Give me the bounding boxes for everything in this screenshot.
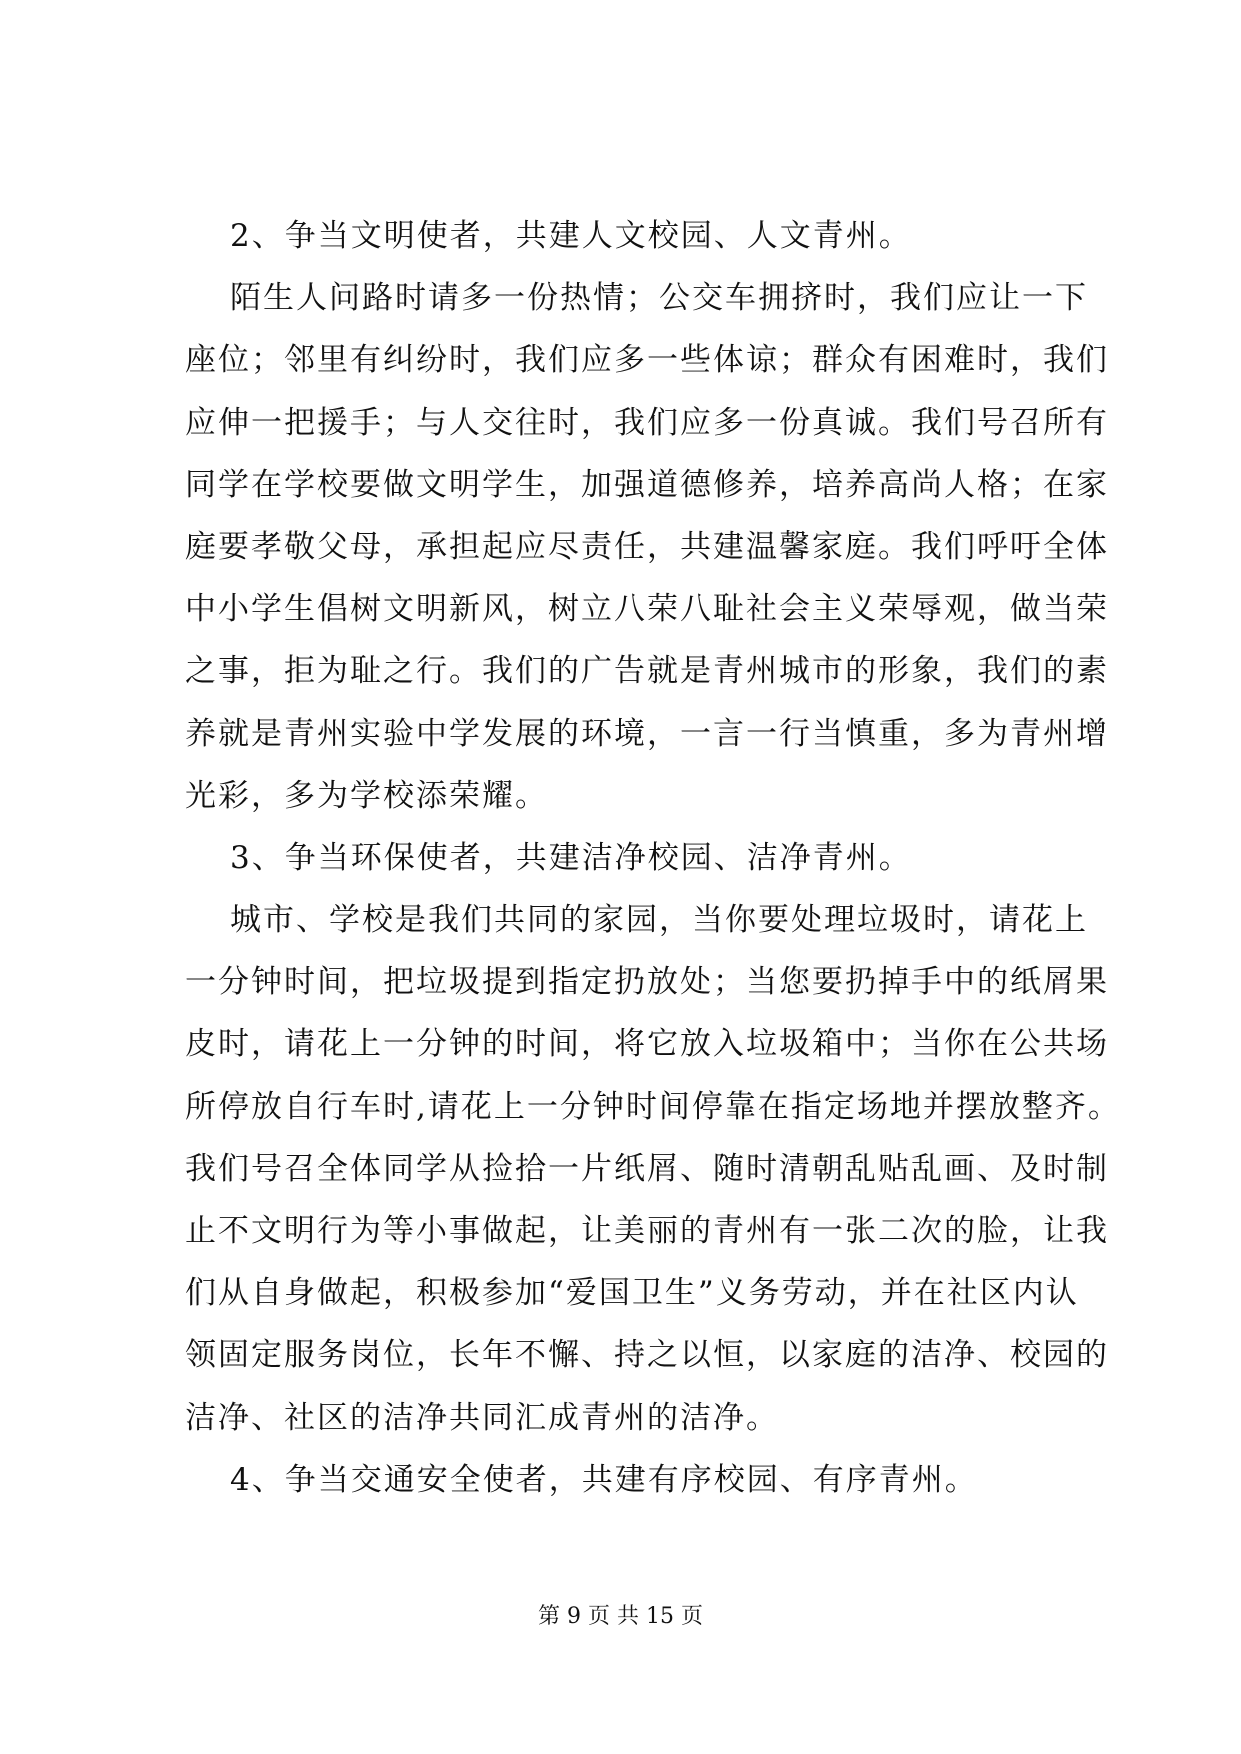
document-body — [185, 205, 1121, 1511]
paragraph-line: 陌生人问路时请多一份热情；公交车拥挤时，我们应让一下 — [230, 280, 1088, 317]
paragraph-line: 们从自身做起，积极参加“爱国卫生”义务劳动，并在社区内认 — [185, 1275, 1079, 1312]
paragraph-line: 庭要孝敬父母，承担起应尽责任，共建温馨家庭。我们呼吁全体 — [185, 528, 1109, 565]
paragraph-line: 城市、学校是我们共同的家园，当你要处理垃圾时，请花上 — [230, 902, 1088, 939]
section-heading-2: 2、争当文明使者，共建人文校园、人文青州。 — [230, 218, 912, 254]
paragraph-line: 洁净、社区的洁净共同汇成青州的洁净。 — [185, 1399, 779, 1436]
paragraph-line: 同学在学校要做文明学生，加强道德修养，培养高尚人格；在家 — [185, 466, 1109, 503]
page-footer — [0, 1602, 1241, 1632]
paragraph-line: 之事，拒为耻之行。我们的广告就是青州城市的形象，我们的素 — [185, 653, 1109, 690]
section-heading-4: 4、争当交通安全使者，共建有序校园、有序青州。 — [230, 1461, 978, 1498]
paragraph-line: 止不文明行为等小事做起，让美丽的青州有一张二次的脸，让我 — [185, 1213, 1109, 1249]
paragraph-line: 座位；邻里有纠纷时，我们应多一些体谅；群众有困难时，我们 — [185, 342, 1109, 379]
paragraph-line: 皮时，请花上一分钟的时间，将它放入垃圾箱中；当你在公共场 — [185, 1026, 1109, 1063]
section-heading-3: 3、争当环保使者，共建洁净校园、洁净青州。 — [230, 839, 912, 876]
page-number-label: 第 9 页 共 15 页 — [538, 1604, 703, 1629]
paragraph-line: 领固定服务岗位，长年不懈、持之以恒，以家庭的洁净、校园的 — [185, 1337, 1109, 1374]
paragraph-line: 中小学生倡树文明新风，树立八荣八耻社会主义荣辱观，做当荣 — [185, 591, 1109, 628]
paragraph-line: 应伸一把援手；与人交往时，我们应多一份真诚。我们号召所有 — [185, 404, 1109, 441]
paragraph-line: 养就是青州实验中学发展的环境，一言一行当慎重，多为青州增 — [185, 715, 1109, 752]
paragraph-line: 我们号召全体同学从捡拾一片纸屑、随时清朝乱贴乱画、及时制 — [185, 1150, 1109, 1187]
paragraph-line: 所停放自行车时,请花上一分钟时间停靠在指定场地并摆放整齐。 — [185, 1088, 1121, 1125]
paragraph-line: 光彩，多为学校添荣耀。 — [185, 777, 548, 814]
paragraph-line: 一分钟时间，把垃圾提到指定扔放处；当您要扔掉手中的纸屑果 — [185, 964, 1109, 1001]
